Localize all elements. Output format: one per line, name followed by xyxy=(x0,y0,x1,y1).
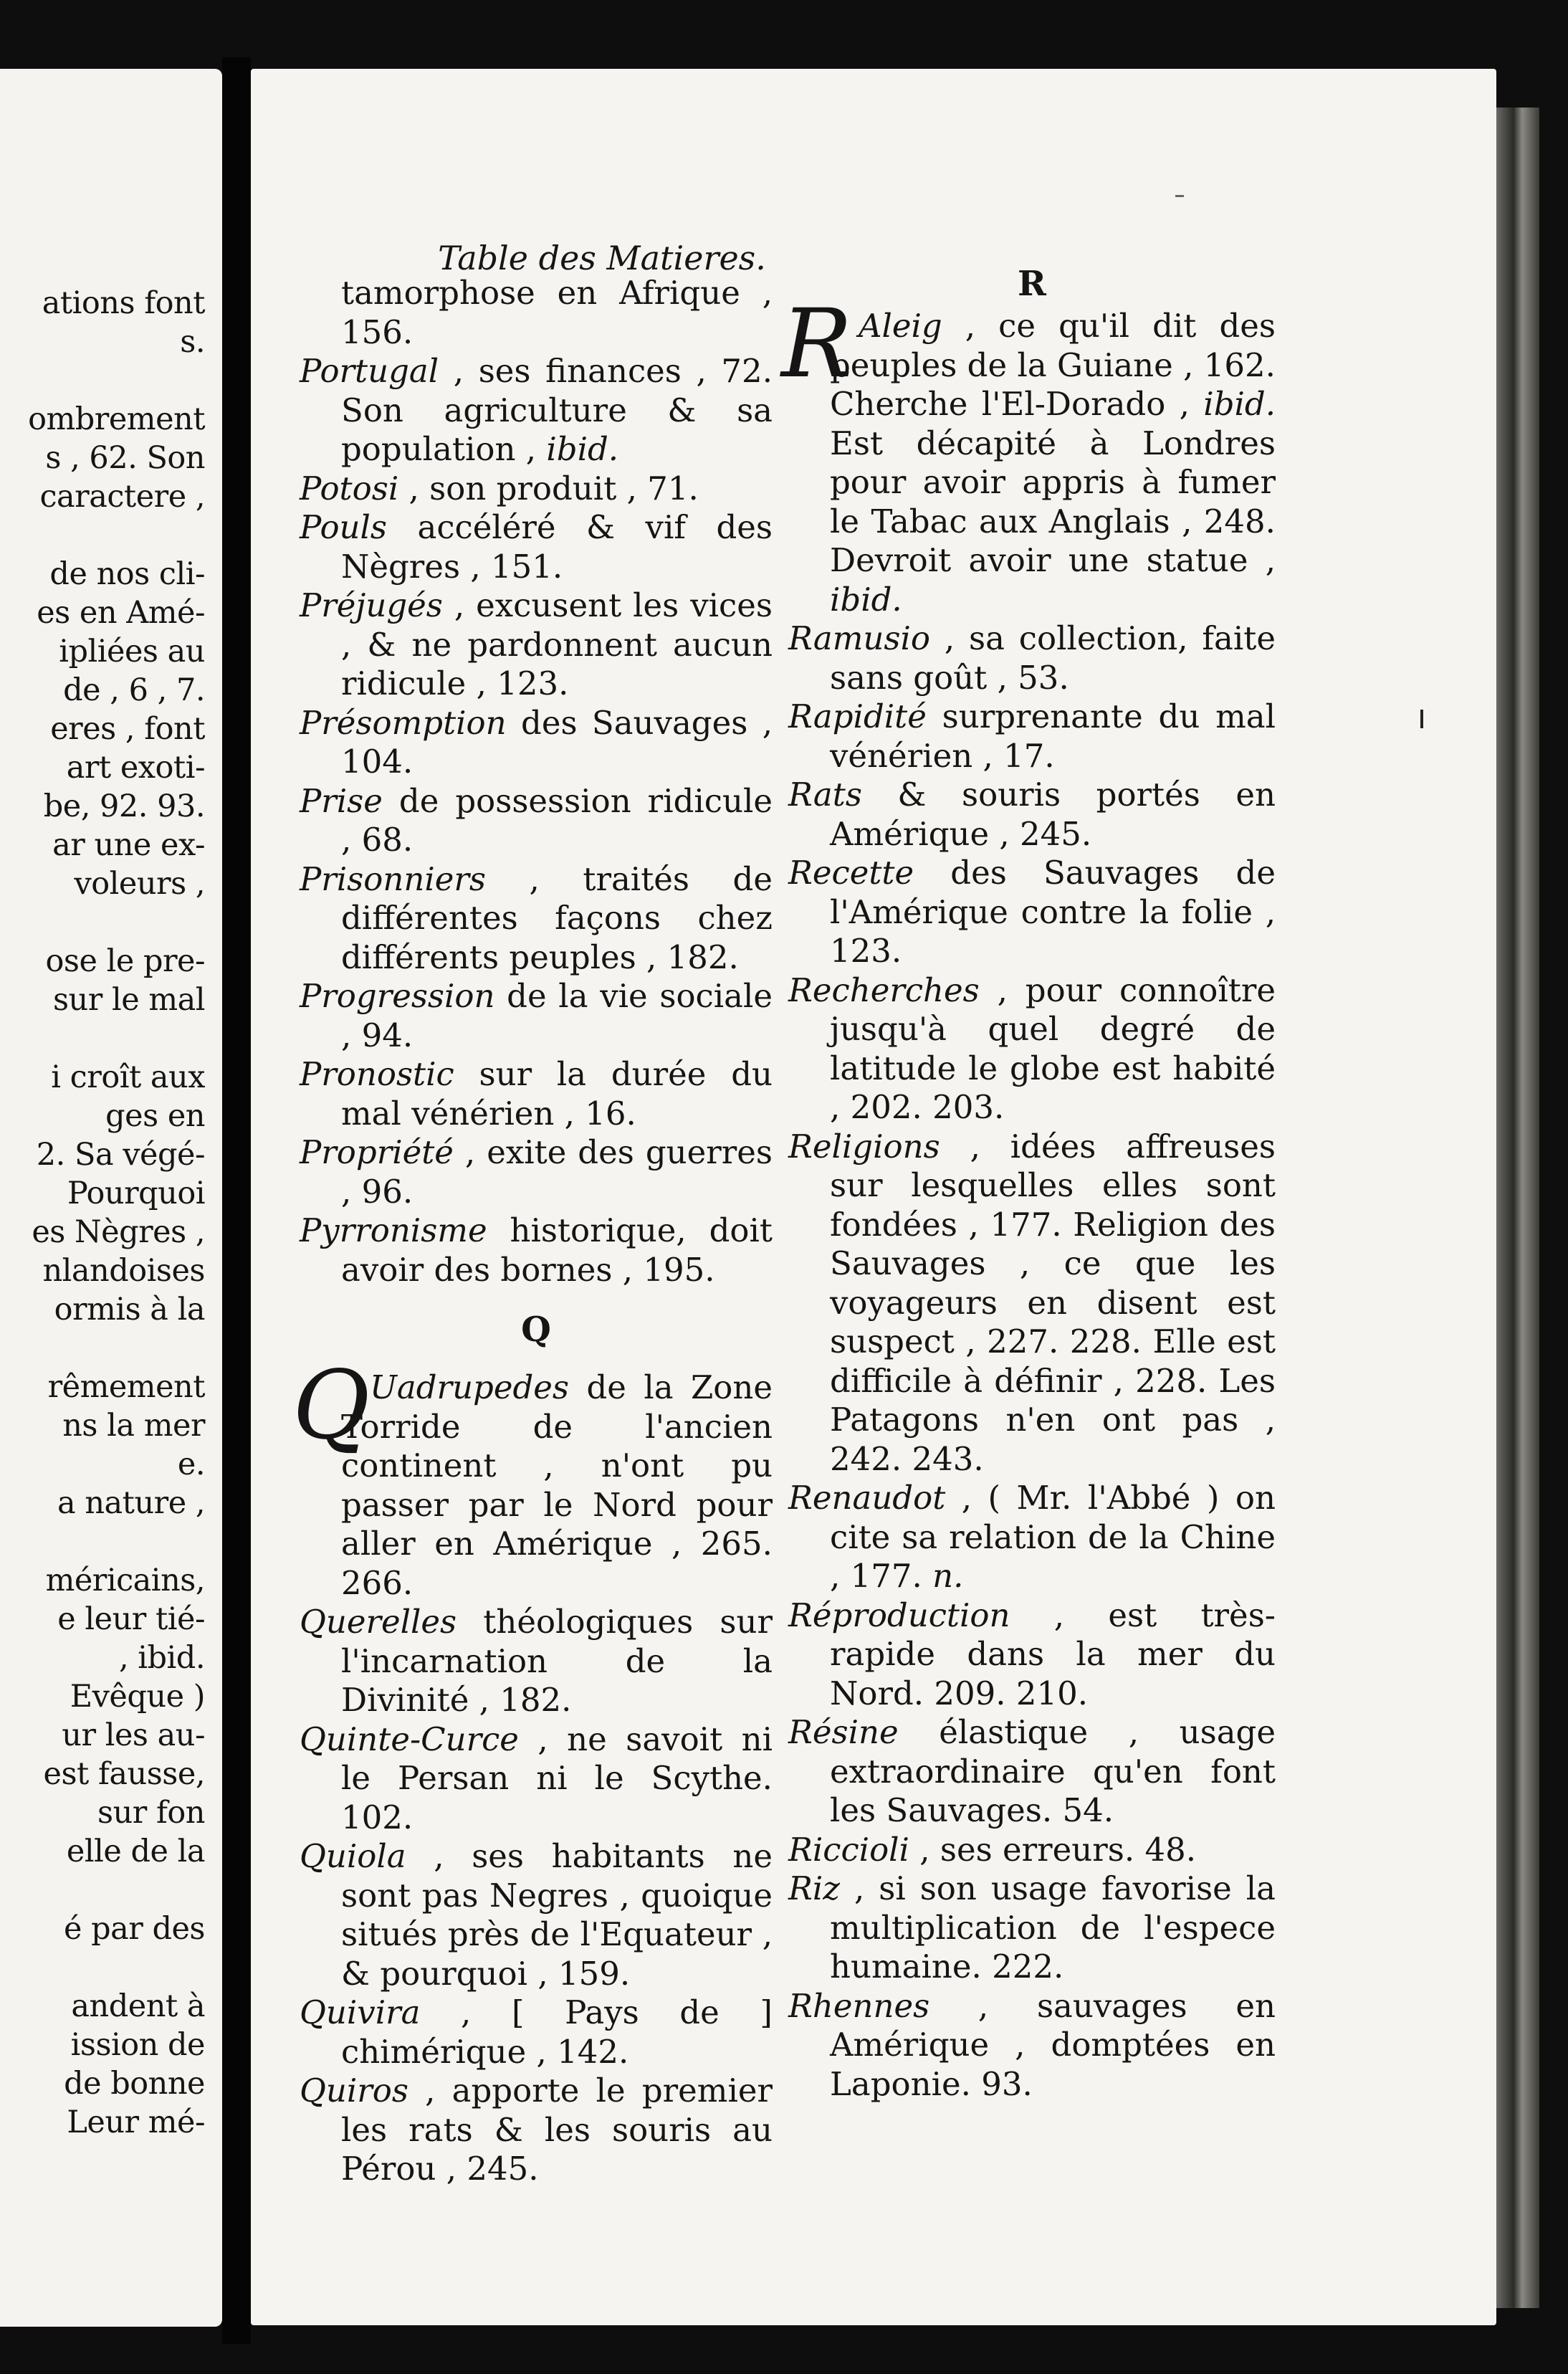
index-entry xyxy=(300,352,773,469)
fragment-line: eres , font xyxy=(50,711,205,747)
margin-tick xyxy=(1420,710,1423,728)
fragment-line: sur fon xyxy=(97,1795,205,1831)
fragment-line: rêmement xyxy=(47,1369,205,1405)
index-entry xyxy=(788,1831,1276,1870)
index-entry xyxy=(300,1993,773,2072)
fragment-line: ormis à la xyxy=(54,1292,205,1327)
fragment-line: Evêque ) xyxy=(70,1679,205,1715)
fragment-line: Pourquoi xyxy=(67,1176,205,1211)
index-column-right xyxy=(781,262,1276,2104)
entry-term: Rats xyxy=(788,776,862,814)
entry-text: , traités de différentes façons chez différents peuples , 182. xyxy=(341,859,773,976)
index-entry xyxy=(788,854,1276,971)
index-entry xyxy=(300,1211,773,1290)
entry-text: , ses erreurs. 48. xyxy=(909,1830,1197,1869)
entry-term: Aleig xyxy=(859,307,942,345)
entry-text: , pour connoître jusqu'à quel degré de latitude le globe est habité , 202. 203. xyxy=(830,971,1276,1126)
entry-term: Préjugés xyxy=(300,586,443,624)
index-entry xyxy=(300,508,773,586)
fragment-line: Leur mé- xyxy=(67,2104,205,2140)
entry-text: , si son usage favorise la multiplication de l'espece humaine. 222. xyxy=(830,1869,1276,1986)
entry-text: de possession ridicule , 68. xyxy=(341,781,773,859)
entry-text: surprenante du mal vénérien , 17. xyxy=(830,697,1276,775)
index-entry xyxy=(300,586,773,704)
entry-term: Portugal xyxy=(300,352,439,390)
entry-text: , sauvages en Amérique , domptées en Laponie. 93. xyxy=(830,1986,1276,2103)
entry-text: , est très-rapide dans la mer du Nord. 209. 210. xyxy=(830,1596,1276,1712)
entry-text: de la Zone Torride de l'ancien continent , n'ont pu passer par le Nord pour aller en Amérique , 265. 266. xyxy=(341,1368,773,1602)
fragment-line: es en Amé- xyxy=(37,595,205,631)
index-entry xyxy=(788,1479,1276,1596)
fragment-line: ipliées au xyxy=(59,634,205,669)
fragment-line: est fausse, xyxy=(43,1756,205,1792)
index-entry xyxy=(300,1837,773,1993)
fragment-line: 2. Sa végé- xyxy=(36,1137,205,1173)
fragment-line: ges en xyxy=(105,1098,205,1134)
index-entry xyxy=(300,704,773,782)
entry-term: Propriété xyxy=(300,1133,454,1171)
index-entry xyxy=(300,1720,773,1838)
entry-ibid: ibid. xyxy=(546,430,619,468)
index-entry xyxy=(788,1128,1276,1479)
entry-text: , ce qu'il dit des peuples de la Guiane , 162. Cherche l'El-Dorado , xyxy=(830,307,1276,423)
index-entry xyxy=(300,1133,773,1211)
entry-term: Quiola xyxy=(300,1837,406,1875)
index-entry xyxy=(788,971,1276,1128)
index-entry xyxy=(788,1869,1276,1987)
entry-text: , ne savoit ni le Persan ni le Scythe. 102. xyxy=(341,1720,773,1836)
fragment-line: ur les au- xyxy=(62,1717,205,1753)
fragment-line: caractere , xyxy=(39,479,205,515)
fragment-line: ar une ex- xyxy=(52,827,205,863)
fragment-line: ission de xyxy=(70,2027,205,2063)
entry-term: Quivira xyxy=(300,1993,421,2031)
drop-cap-q: Q xyxy=(292,1350,371,1461)
entry-term: Potosi xyxy=(300,469,399,507)
entry-text: des Sauvages , 104. xyxy=(341,703,773,781)
entry-term: Quinte-Curce xyxy=(300,1720,519,1758)
entry-term: Rhennes xyxy=(788,1986,930,2025)
entry-term: Recherches xyxy=(788,971,980,1009)
q-entries xyxy=(300,1603,773,2189)
entry-text: , excusent les vices , & ne pardonnent aucun ridicule , 123. xyxy=(341,586,773,702)
entry-term: Quiros xyxy=(300,2072,408,2110)
fragment-line: be, 92. 93. xyxy=(43,788,205,824)
entry-text: , sa collection, faite sans goût , 53. xyxy=(830,619,1276,697)
fragment-line: , ibid. xyxy=(118,1640,205,1676)
fragment-line: s , 62. Son xyxy=(45,440,205,476)
index-entry-quadrupedes xyxy=(292,1350,773,1603)
entry-ibid: ibid. xyxy=(1203,385,1276,423)
entry-term: Querelles xyxy=(300,1603,457,1641)
entry-text: , ses finances , 72. Son agriculture & sa population , xyxy=(341,352,773,468)
entry-term: Prise xyxy=(300,781,383,820)
fragment-line: es Nègres , xyxy=(32,1214,205,1250)
index-entry xyxy=(788,1713,1276,1831)
fragment-line: i croît aux xyxy=(51,1059,205,1095)
entry-ibid: n. xyxy=(932,1557,964,1595)
fragment-line: de , 6 , 7. xyxy=(63,672,205,708)
section-letter-q: Q xyxy=(521,1310,551,1350)
entry-text: accéléré & vif des Nègres , 151. xyxy=(341,508,773,586)
entry-text: historique, doit avoir des bornes , 195. xyxy=(341,1211,773,1289)
index-entry xyxy=(788,1987,1276,2104)
index-entry xyxy=(300,860,773,978)
index-entry xyxy=(788,619,1276,697)
entry-term: Pyrronisme xyxy=(300,1211,487,1249)
entry-term: Riccioli xyxy=(788,1830,909,1869)
index-column-left xyxy=(292,274,773,2189)
entry-term: Progression xyxy=(300,977,495,1015)
entry-text: de la vie sociale , 94. xyxy=(341,977,773,1054)
entry-term: Pronostic xyxy=(300,1055,454,1093)
book-gutter xyxy=(222,57,251,2344)
fragment-line: e. xyxy=(177,1446,205,1482)
r-entries xyxy=(788,619,1276,2104)
ink-mark xyxy=(1175,195,1184,197)
entry-term: Renaudot xyxy=(788,1479,946,1517)
entry-text: , exite des guerres , 96. xyxy=(341,1133,773,1211)
fragment-line: voleurs , xyxy=(74,866,205,902)
index-entry xyxy=(788,1596,1276,1714)
entry-term: Pouls xyxy=(300,508,388,546)
fragment-line: ombrement xyxy=(28,401,205,437)
entry-text: , ( Mr. l'Abbé ) on cite sa relation de la Chine , 177. xyxy=(830,1479,1276,1595)
continued-entry: tamorphose en Afrique , 156. xyxy=(341,274,773,351)
entry-term: Uadrupedes xyxy=(370,1368,570,1406)
index-entry-raleig xyxy=(781,289,1276,619)
index-entry xyxy=(300,977,773,1055)
entry-term: Réproduction xyxy=(788,1596,1010,1634)
drop-cap-r: R xyxy=(781,289,853,399)
entry-text: des Sauvages de l'Amérique contre la folie , 123. xyxy=(830,854,1276,970)
fragment-line: de nos cli- xyxy=(49,556,205,592)
fragment-line: sur le mal xyxy=(52,982,205,1018)
entry-text: élastique , usage extraordinaire qu'en font les Sauvages. 54. xyxy=(830,1713,1276,1829)
fragment-line: de bonne xyxy=(64,2066,205,2102)
fragment-line: ose le pre- xyxy=(45,943,205,979)
fragment-line: elle de la xyxy=(66,1834,205,1869)
fragment-line: ations font xyxy=(42,285,205,321)
entry-term: Rapidité xyxy=(788,697,927,735)
entry-term: Prisonniers xyxy=(300,859,486,898)
p-entries xyxy=(300,352,773,1290)
fragment-line: nlandoises xyxy=(42,1253,205,1289)
entry-text: , [ Pays de ] chimérique , 142. xyxy=(341,1993,773,2071)
fragment-line: s. xyxy=(180,324,205,360)
page-edge xyxy=(1496,108,1539,2308)
entry-term: Ramusio xyxy=(788,619,930,657)
entry-ibid: ibid. xyxy=(830,580,902,619)
previous-page-fragment xyxy=(0,69,222,2327)
fragment-line: e leur tié- xyxy=(57,1601,205,1637)
section-letter-r: R xyxy=(1018,264,1046,304)
fragment-line: ns la mer xyxy=(62,1408,205,1444)
entry-text: , idées affreuses sur lesquelles elles sont fondées , 177. Religion des Sauvages , ce que les voyageurs en disent est suspect , 227. 228. Elle est difficile à définir , 228. Les Patagons n'en ont pas , 242. 243. xyxy=(830,1127,1276,1478)
fragment-line: art exoti- xyxy=(66,750,205,786)
entry-term: Recette xyxy=(788,854,914,892)
index-entry xyxy=(300,2072,773,2189)
entry-text: , apporte le premier les rats & les souris au Pérou , 245. xyxy=(341,2072,773,2188)
entry-text: & souris portés en Amérique , 245. xyxy=(830,776,1276,853)
index-entry xyxy=(300,469,773,509)
fragment-line: andent à xyxy=(71,1988,205,2024)
index-entry xyxy=(788,776,1276,854)
entry-term: Présomption xyxy=(300,703,507,742)
fragment-line: a nature , xyxy=(57,1485,205,1521)
entry-text: , ses habitants ne sont pas Negres , quoique situés près de l'Equateur , & pourquoi , 159. xyxy=(341,1837,773,1993)
entry-text-cont: Est décapité à Londres pour avoir appris à fumer le Tabac aux Anglais , 248. Devroit avoir une statue , xyxy=(830,424,1276,579)
index-entry xyxy=(300,782,773,860)
entry-term: Résine xyxy=(788,1713,899,1751)
entry-text: , son produit , 71. xyxy=(398,469,699,507)
fragment-line: méricains, xyxy=(45,1563,205,1598)
index-entry xyxy=(300,1055,773,1133)
entry-term: Religions xyxy=(788,1127,940,1165)
entry-term: Riz xyxy=(788,1869,840,1907)
index-entry xyxy=(300,1603,773,1720)
index-entry xyxy=(788,697,1276,776)
entry-text: sur la durée du mal vénérien , 16. xyxy=(341,1055,773,1133)
running-header: Table des Matieres. xyxy=(438,239,766,277)
entry-text: théologiques sur l'incarnation de la Divinité , 182. xyxy=(341,1603,773,1719)
fragment-line: é par des xyxy=(63,1911,205,1947)
